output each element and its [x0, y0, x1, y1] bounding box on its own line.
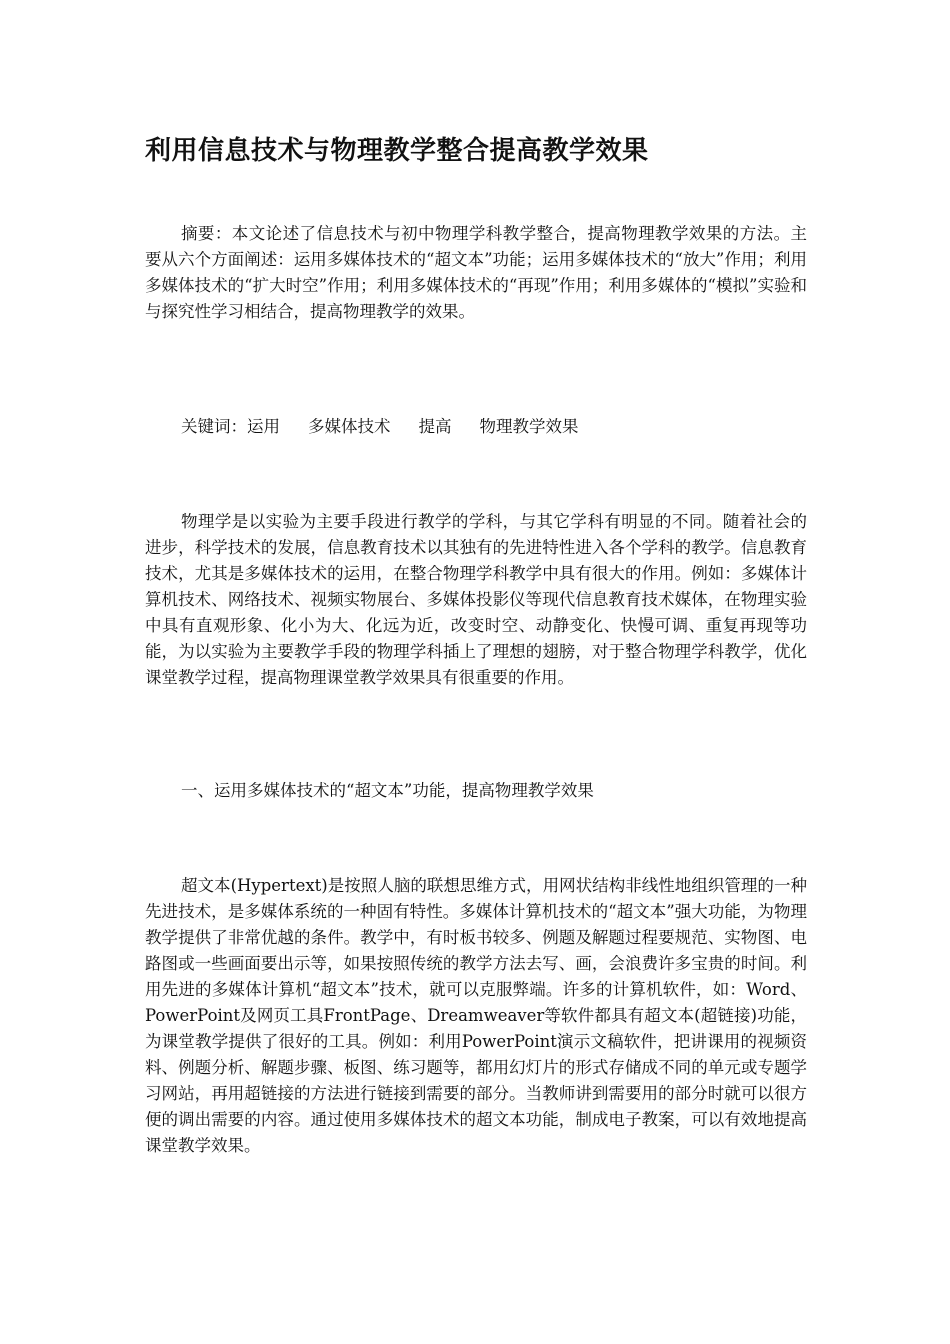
keyword-item: 提高	[418, 417, 452, 436]
keyword-item: 运用	[247, 417, 280, 436]
keyword-item: 物理教学效果	[479, 417, 579, 436]
keywords-label: 关键词：	[181, 417, 247, 436]
section-paragraph: 超文本(Hypertext)是按照人脑的联想思维方式，用网状结构非线性地组织管理的一种先进技术，是多媒体系统的一种固有特性。多媒体计算机技术的“超文本”强大功能，为物理教学提供了非常优越的条件。教学中，有时板书较多、例题及解题过程要规范、实物图、电路图或一些画面要出示等，如果按照传统的教学方法去写、画，会浪费许多宝贵的时间。利用先进的多媒体计算机“超文本”技术，就可以克服弊端。许多的计算机软件，如：Word、PowerPoint及网页工具FrontPage、Dreamweaver等软件都具有超文本(超链接)功能，为课堂教学提供了很好的工具。例如：利用PowerPoint演示文稿软件，把讲课用的视频资料、例题分析、解题步骤、板图、练习题等，都用幻灯片的形式存储成不同的单元或专题学习网站，再用超链接的方法进行链接到需要的部分。当教师讲到需要用的部分时就可以很方便的调出需要的内容。通过使用多媒体技术的超文本功能，制成电子教案，可以有效地提高课堂教学效果。	[145, 876, 807, 1155]
keywords-line	[181, 414, 579, 440]
intro-paragraph: 物理学是以实验为主要手段进行教学的学科，与其它学科有明显的不同。随着社会的进步，科学技术的发展，信息教育技术以其独有的先进特性进入各个学科的教学。信息教育技术，尤其是多媒体技术的运用，在整合物理学科教学中具有很大的作用。例如：多媒体计算机技术、网络技术、视频实物展台、多媒体投影仪等现代信息教育技术媒体，在物理实验中具有直观形象、化小为大、化远为近，改变时空、动静变化、快慢可调、重复再现等功能，为以实验为主要教学手段的物理学科插上了理想的翅膀，对于整合物理学科教学，优化课堂教学过程，提高物理课堂教学效果具有很重要的作用。	[145, 512, 807, 687]
document-title: 利用信息技术与物理教学整合提高教学效果	[145, 136, 649, 166]
keyword-item: 多媒体技术	[308, 417, 391, 436]
section-heading: 一、运用多媒体技术的“超文本”功能，提高物理教学效果	[181, 781, 594, 800]
abstract-paragraph: 摘要：本文论述了信息技术与初中物理学科教学整合，提高物理教学效果的方法。主要从六个方面阐述：运用多媒体技术的“超文本”功能；运用多媒体技术的“放大”作用；利用多媒体技术的“扩大时空”作用；利用多媒体技术的“再现”作用；利用多媒体的“模拟”实验和与探究性学习相结合，提高物理教学的效果。	[145, 224, 807, 321]
